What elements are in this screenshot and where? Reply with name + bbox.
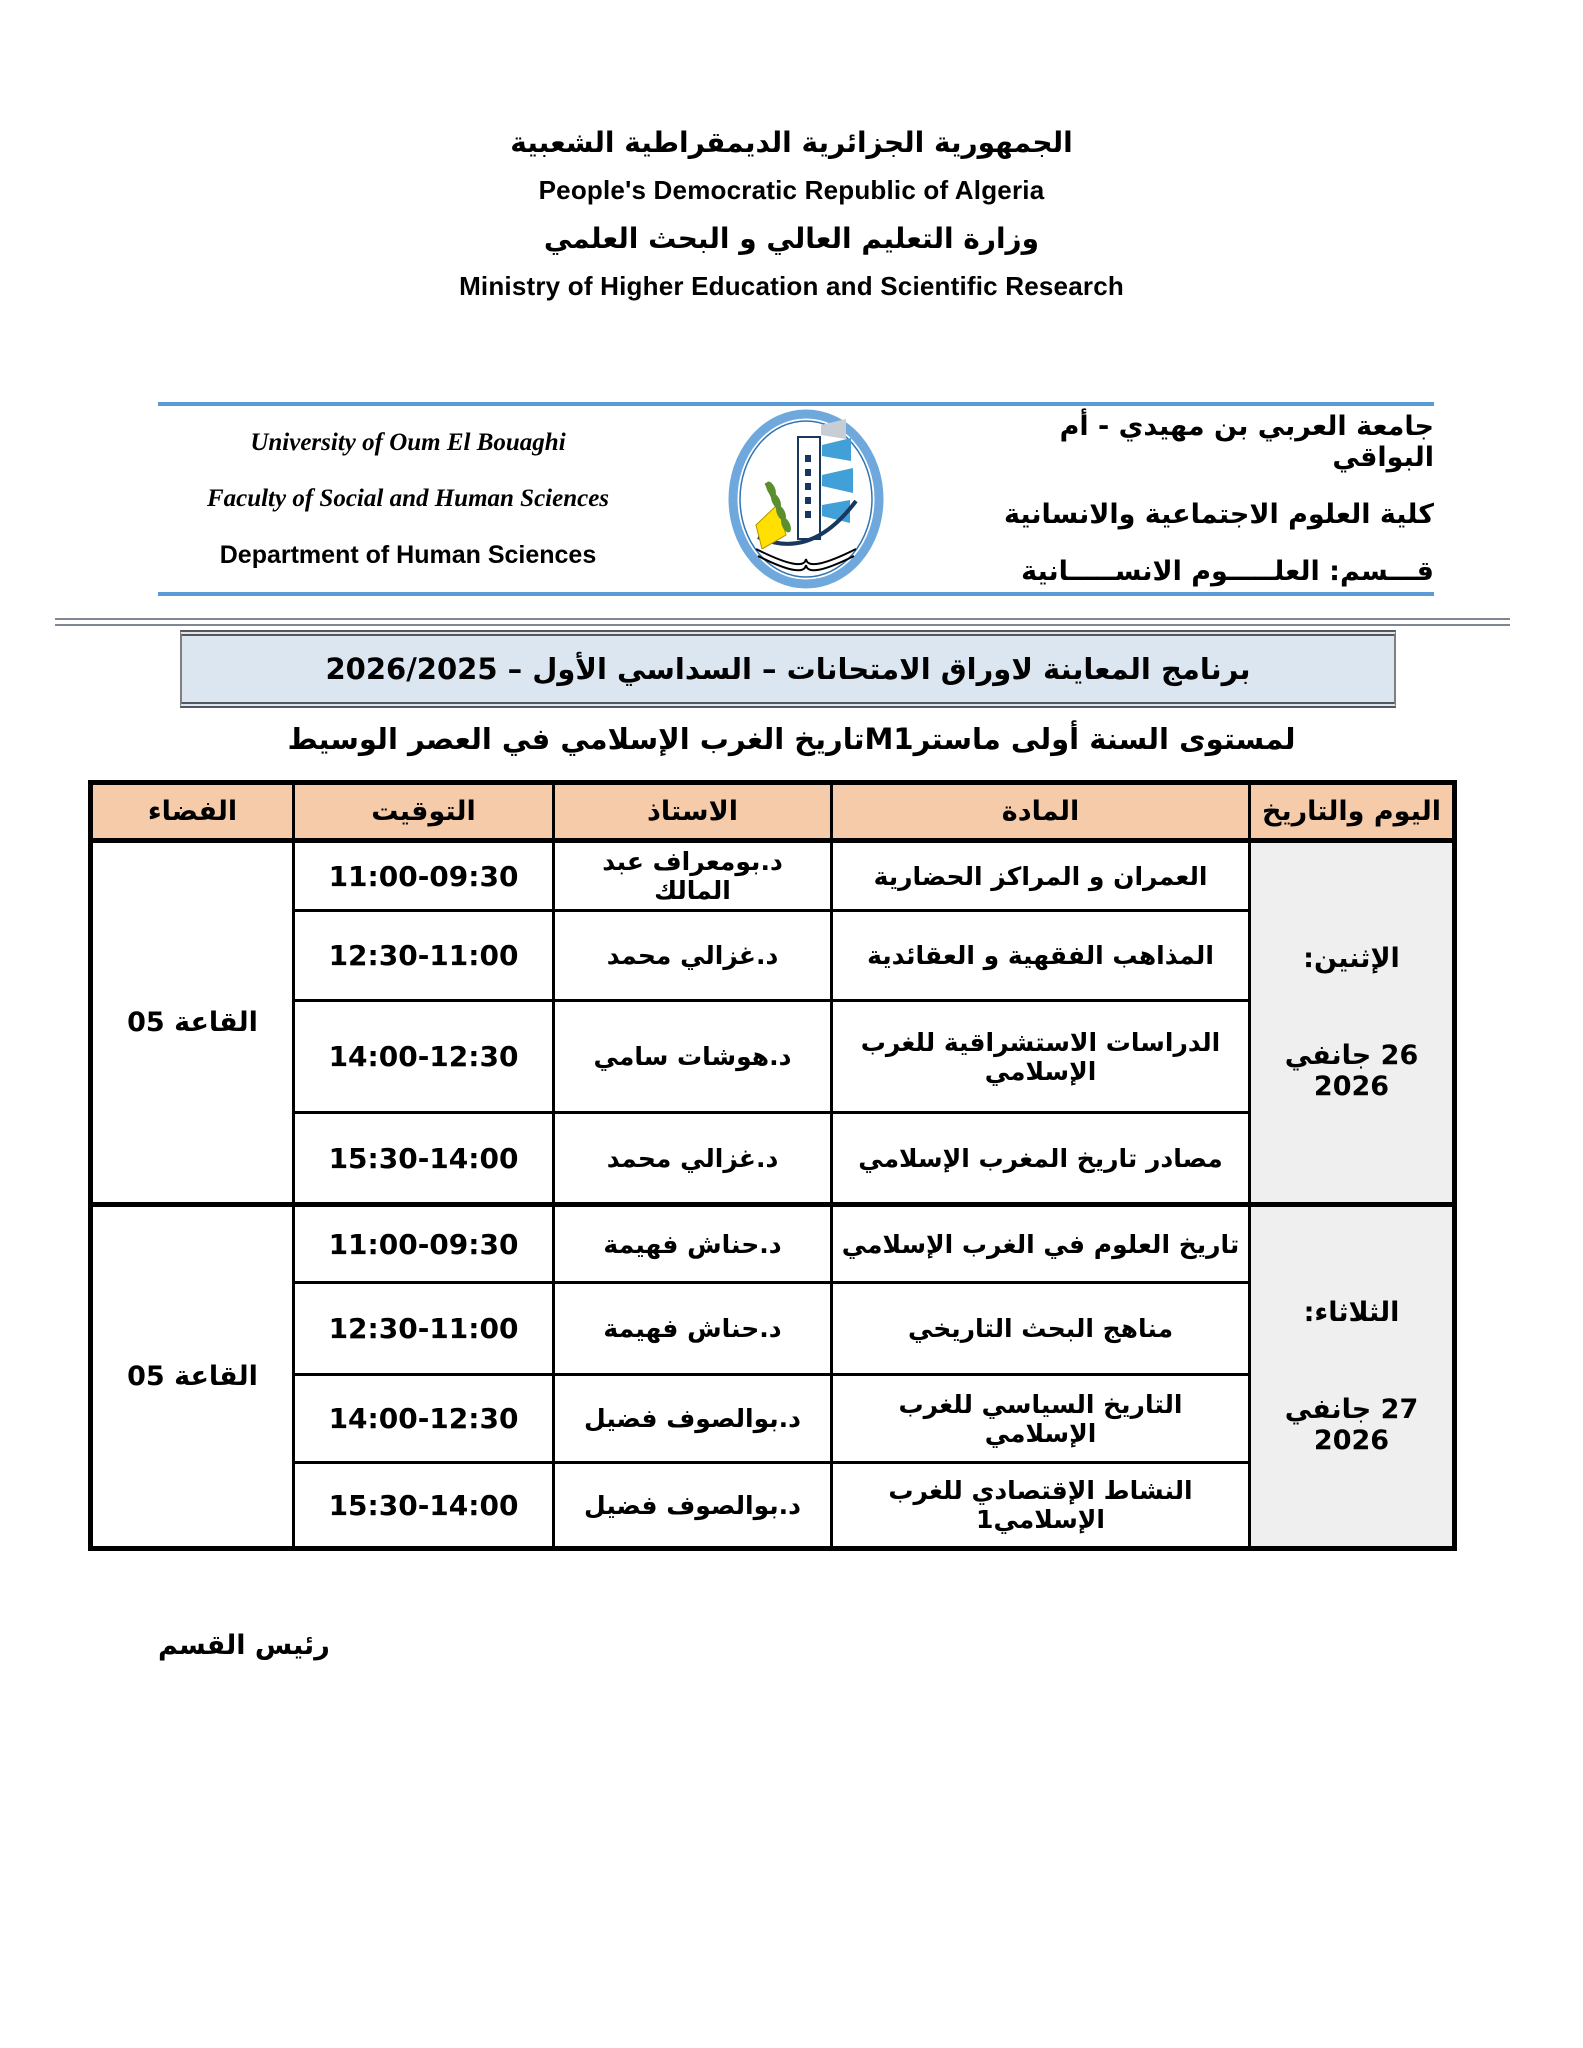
institution-arabic-block bbox=[954, 411, 1434, 587]
subject-cell: العمران و المراكز الحضارية bbox=[832, 841, 1250, 911]
room-cell-monday: القاعة 05 bbox=[91, 841, 294, 1205]
professor-cell: د.بومعراف عبد المالك bbox=[554, 841, 832, 911]
time-cell: 15:30-14:00 bbox=[294, 1113, 554, 1205]
time-cell: 12:30-11:00 bbox=[294, 1283, 554, 1375]
day-label: الإثنين: bbox=[1303, 943, 1400, 974]
horizontal-double-rule bbox=[55, 618, 1510, 626]
col-header-room: الفضاء bbox=[91, 783, 294, 841]
subject-cell: مصادر تاريخ المغرب الإسلامي bbox=[832, 1113, 1250, 1205]
faculty-name-arabic: كلية العلوم الاجتماعية والانسانية bbox=[1003, 499, 1434, 530]
subject-cell: النشاط الإقتصادي للغرب الإسلامي1 bbox=[832, 1463, 1250, 1549]
subject-cell: الدراسات الاستشراقية للغرب الإسلامي bbox=[832, 1001, 1250, 1113]
university-logo-icon bbox=[726, 409, 886, 589]
col-header-professor: الاستاذ bbox=[554, 783, 832, 841]
level-subtitle: لمستوى السنة أولى ماسترM1تاريخ الغرب الإسلامي في العصر الوسيط bbox=[287, 722, 1296, 756]
day-date-cell-tuesday bbox=[1250, 1205, 1455, 1549]
day-label: الثلاثاء: bbox=[1303, 1297, 1400, 1328]
department-name-arabic: قـــسم: العلـــــوم الانســـــانية bbox=[1021, 556, 1434, 587]
program-title: برنامج المعاينة لاوراق الامتحانات – السداسي الأول – 2026/2025 bbox=[325, 652, 1251, 686]
professor-cell: د.حناش فهيمة bbox=[554, 1283, 832, 1375]
table-row bbox=[91, 841, 1455, 911]
time-cell: 11:00-09:30 bbox=[294, 1205, 554, 1283]
time-cell: 12:30-11:00 bbox=[294, 911, 554, 1001]
university-name-arabic: جامعة العربي بن مهيدي - أم البواقي bbox=[1059, 411, 1434, 473]
signature-head-of-department: رئيس القسم bbox=[158, 1630, 330, 1661]
subject-cell: تاريخ العلوم في الغرب الإسلامي bbox=[832, 1205, 1250, 1283]
table-row bbox=[91, 1205, 1455, 1283]
subject-cell: المذاهب الفقهية و العقائدية bbox=[832, 911, 1250, 1001]
time-cell: 14:00-12:30 bbox=[294, 1001, 554, 1113]
professor-cell: د.هوشات سامي bbox=[554, 1001, 832, 1113]
date-label: 27 جانفي 2026 bbox=[1284, 1394, 1419, 1456]
professor-cell: د.بوالصوف فضيل bbox=[554, 1375, 832, 1463]
time-cell: 11:00-09:30 bbox=[294, 841, 554, 911]
faculty-name-english: Faculty of Social and Human Sciences bbox=[206, 484, 610, 512]
program-title-bar bbox=[180, 630, 1396, 708]
ministry-name-arabic: وزارة التعليم العالي و البحث العلمي bbox=[543, 222, 1040, 255]
institution-english-block bbox=[158, 429, 628, 570]
professor-cell: د.غزالي محمد bbox=[554, 911, 832, 1001]
time-cell: 14:00-12:30 bbox=[294, 1375, 554, 1463]
republic-name-arabic: الجمهورية الجزائرية الديمقراطية الشعبية bbox=[510, 126, 1073, 159]
col-header-day-date: اليوم والتاريخ bbox=[1250, 783, 1455, 841]
republic-name-english: People's Democratic Republic of Algeria bbox=[538, 175, 1045, 205]
date-label: 26 جانفي 2026 bbox=[1284, 1040, 1419, 1102]
subject-cell: مناهج البحث التاريخي bbox=[832, 1283, 1250, 1375]
professor-cell: د.غزالي محمد bbox=[554, 1113, 832, 1205]
room-cell-tuesday: القاعة 05 bbox=[91, 1205, 294, 1549]
professor-cell: د.بوالصوف فضيل bbox=[554, 1463, 832, 1549]
time-cell: 15:30-14:00 bbox=[294, 1463, 554, 1549]
department-name-english: Department of Human Sciences bbox=[219, 540, 597, 569]
day-date-cell-monday bbox=[1250, 841, 1455, 1205]
subject-cell: التاريخ السياسي للغرب الإسلامي bbox=[832, 1375, 1250, 1463]
state-header bbox=[0, 126, 1583, 318]
col-header-subject: المادة bbox=[832, 783, 1250, 841]
professor-cell: د.حناش فهيمة bbox=[554, 1205, 832, 1283]
table-header-row bbox=[91, 783, 1455, 841]
col-header-time: التوقيت bbox=[294, 783, 554, 841]
university-name-english: University of Oum El Bouaghi bbox=[250, 428, 566, 456]
ministry-name-english: Ministry of Higher Education and Scientific Research bbox=[459, 271, 1124, 301]
institution-banner bbox=[158, 402, 1434, 596]
exam-schedule-table bbox=[88, 780, 1457, 1551]
